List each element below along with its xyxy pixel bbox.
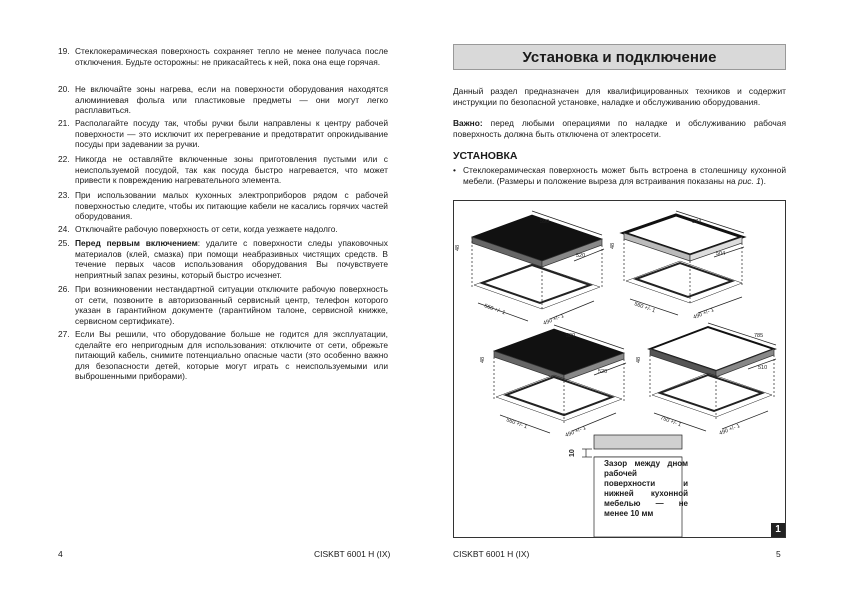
list-item	[58, 84, 388, 116]
warning-paragraph	[453, 118, 786, 139]
list-item-body: Располагайте посуду так, чтобы ручки были направлены к центру рабочей поверхности — это исключит их перегревание и предотвратит опрокидывание посуды при задевании за ручки.	[75, 118, 388, 150]
list-item-body: Если Вы решили, что оборудование больше не годится для эксплуатации, сделайте его непригодным для использования: отключите от сети, обрежьте питающий кабель, снимите потенциально опасные части (это особенно важно для безопасности детей, которые могут играть с неиспользуемыми или выброшенными приборами).	[75, 329, 388, 382]
dim-d1: 520	[576, 253, 586, 259]
list-item	[58, 224, 388, 235]
dim-cd1: 490 +/- 1	[542, 313, 566, 327]
cutout-1	[482, 265, 590, 303]
list-item-body: При использовании малых кухонных электроприборов рядом с рабочей поверхностью следите, чтобы их питающие кабели не касались горячих частей оборудования.	[75, 190, 388, 222]
warning-label: Важно:	[453, 118, 483, 128]
list-item	[58, 118, 388, 150]
figure-1	[453, 200, 786, 538]
bullet-text-end: ).	[760, 175, 766, 186]
dim-cd3: 490 +/- 1	[564, 425, 588, 439]
dim-cw2: 560 +/- 1	[633, 301, 656, 315]
dim-cw3: 560 +/- 1	[505, 417, 528, 431]
list-item-text	[75, 284, 388, 326]
intro-paragraph: Данный раздел предназначен для квалифицированных техников и содержит инструкции по безопасной установке, наладке и обслуживанию оборудования.	[453, 86, 786, 107]
cutout-3	[506, 377, 612, 415]
list-item-number: 24.	[58, 224, 70, 234]
list-item-number: 22.	[58, 154, 70, 164]
list-item-number: 21.	[58, 118, 70, 128]
dim-w3: 590	[566, 333, 576, 339]
list-item-text	[75, 46, 388, 67]
list-item	[58, 154, 388, 186]
dim-cd2: 490 +/- 1	[692, 307, 716, 321]
list-item	[58, 238, 388, 280]
list-item-number: 26.	[58, 284, 70, 294]
list-item-text	[75, 238, 388, 280]
list-item-body: Отключайте рабочую поверхность от сети, когда уезжаете надолго.	[75, 224, 338, 234]
list-item-text	[75, 224, 388, 235]
list-item	[58, 329, 388, 382]
cutout-4	[660, 375, 762, 411]
list-item-number: 23.	[58, 190, 70, 200]
left-page-number: 4	[58, 549, 63, 559]
dim-cw4: 750 +/- 1	[659, 415, 682, 429]
list-item-bold: Перед первым включением	[75, 238, 198, 248]
dim-d4: 510	[758, 365, 768, 371]
list-item-text	[75, 154, 388, 186]
left-model: CISKBT 6001 H (IX)	[314, 549, 391, 559]
section-title: Установка и подключение	[453, 44, 786, 70]
list-item-number: 25.	[58, 238, 70, 248]
list-item-body: При возникновении нестандартной ситуации отключите рабочую поверхность от сети, позвоните в авторизованный сервисный центр, телефон которого указан в гарантийном документе (гарантийном талоне, сервисной книжке, сервисном сертификате).	[75, 284, 388, 326]
installation-heading: УСТАНОВКА	[453, 150, 518, 162]
right-model: CISKBT 6001 H (IX)	[453, 549, 530, 559]
dim-gap: 10	[569, 449, 576, 457]
dim-d2: 504	[716, 251, 726, 257]
dim-h1: 48	[455, 244, 461, 251]
list-item-text	[75, 190, 388, 222]
list-item-text	[75, 329, 388, 382]
gap-label: Зазор между дном рабочей поверхности и нижней кухонной мебелью — не менее 10 мм	[604, 459, 688, 518]
list-item-text	[75, 84, 388, 116]
list-item-body: Никогда не оставляйте включенные зоны приготовления пустыми или с неиспользуемой посудой, так как посуда быстро нагревается, что может привести к повреждению нагревательного элемента.	[75, 154, 388, 186]
dim-cd4: 490 +/- 1	[718, 423, 742, 437]
cutout-2	[636, 263, 732, 297]
list-item-body: Не включайте зоны нагрева, если на поверхности оборудования находятся алюминиевая фольга или пластиковые предметы — они могут легко расплавиться.	[75, 84, 388, 116]
list-item-number: 20.	[58, 84, 70, 94]
dim-cw1: 560 +/- 1	[483, 303, 506, 317]
bullet-icon: •	[453, 165, 456, 175]
list-item	[58, 46, 388, 67]
dim-h2: 48	[610, 242, 616, 249]
list-item-number: 19.	[58, 46, 70, 56]
dim-w2: 574	[692, 219, 702, 225]
list-item-body: : удалите с поверхности следы упаковочных материалов (клей, смазка) при помощи неабразивных чистящих средств. В течение первых часов использования оборудования Вы почувствуете неприятный запах резины, который быстро исчезнет.	[75, 238, 388, 280]
warning-text: перед любыми операциями по наладке и обслуживанию рабочая поверхность должна быть отключена от электросети.	[453, 118, 786, 139]
dim-h3: 48	[480, 356, 486, 363]
figure-number: 1	[771, 523, 785, 537]
dim-h4: 48	[636, 356, 642, 363]
dim-w1: 590	[540, 219, 550, 225]
list-item	[58, 284, 388, 326]
list-item	[58, 190, 388, 222]
right-page-number: 5	[776, 549, 781, 559]
bullet-text: Стеклокерамическая поверхность может быть встроена в столешницу кухонной мебели. (Размеры и положение выреза для встраивания показаны на	[463, 165, 786, 186]
dim-d3: 520	[598, 369, 608, 375]
worktop-section	[594, 435, 682, 449]
dim-w4: 785	[754, 333, 764, 339]
installation-bullet	[453, 165, 786, 186]
list-item-number: 27.	[58, 329, 70, 339]
figure-reference: рис. 1	[737, 175, 761, 186]
list-item-body: Стеклокерамическая поверхность сохраняет тепло не менее получаса после отключения. Будьте осторожны: не прикасайтесь к ней, пока она еще горячая.	[75, 46, 388, 67]
list-item-text	[75, 118, 388, 150]
